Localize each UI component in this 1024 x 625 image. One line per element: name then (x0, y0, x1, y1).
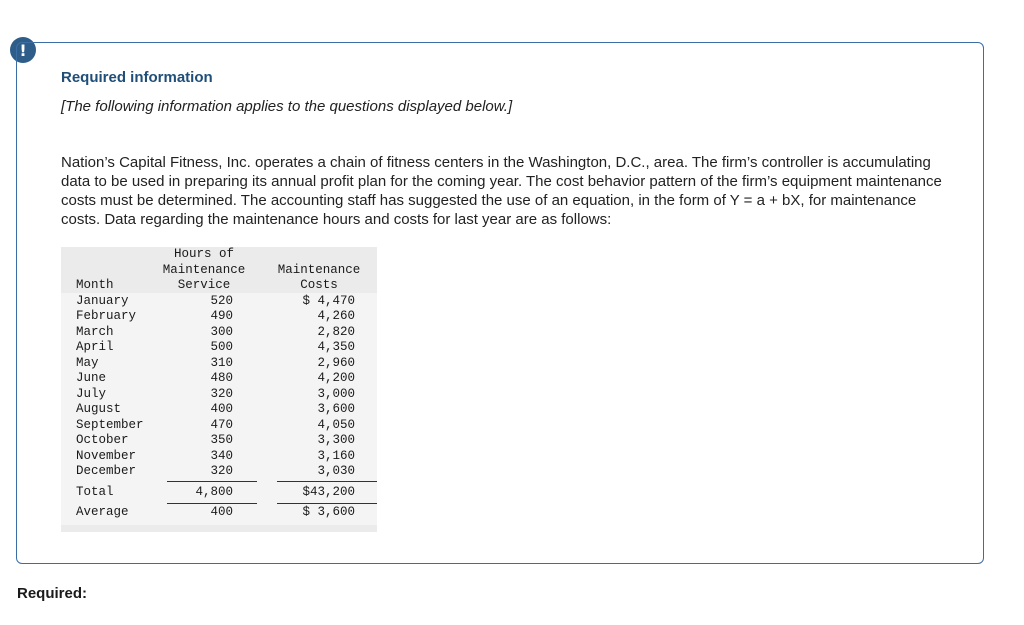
header-hours-line1: Hours of (173, 247, 234, 261)
month-cell: February (76, 309, 137, 323)
total-hours: 4,800 (195, 484, 233, 499)
cost-cell: 3,160 (317, 448, 355, 463)
average-label: Average (76, 505, 129, 519)
month-cell: March (76, 324, 114, 339)
hours-cell: 350 (210, 433, 233, 447)
cost-cell: 4,200 (317, 371, 355, 385)
table-row (61, 293, 355, 310)
cost-cell: 4,350 (317, 340, 355, 354)
exclamation-icon: ! (19, 40, 27, 60)
table-header-row-1 (61, 247, 234, 263)
hours-cell: 490 (210, 309, 233, 323)
hours-cell: 520 (210, 293, 233, 308)
hours-total-underline (167, 503, 257, 504)
panel-subtitle: [The following information applies to the questions displayed below.] (61, 98, 513, 115)
hours-cell: 400 (210, 402, 233, 416)
cost-cell: $ 4,470 (302, 293, 355, 308)
table-header-row-3 (61, 278, 338, 294)
hours-cell: 320 (210, 386, 233, 401)
month-cell: August (76, 402, 122, 416)
cost-cell: 3,030 (317, 464, 355, 478)
table-row (61, 371, 355, 387)
table-row (61, 433, 355, 449)
table-body (61, 293, 355, 480)
month-cell: September (76, 417, 144, 432)
month-cell: December (76, 464, 137, 478)
hours-cell: 340 (210, 448, 233, 463)
hours-cell: 500 (210, 340, 233, 354)
cost-cell: 2,820 (317, 324, 355, 339)
table-row (61, 340, 355, 356)
hours-cell: 320 (210, 464, 233, 478)
total-label: Total (76, 484, 114, 499)
table-header-row-2 (61, 262, 361, 279)
average-cost: $ 3,600 (302, 505, 355, 519)
header-month: Month (76, 278, 114, 292)
table-row (61, 448, 355, 465)
month-cell: October (76, 433, 129, 447)
table-row (61, 417, 355, 434)
header-cost-line2: Costs (300, 278, 338, 292)
table-row (61, 355, 355, 372)
hours-cell: 480 (210, 371, 233, 385)
month-cell: April (76, 340, 114, 354)
month-cell: July (76, 386, 107, 401)
header-cost-line1: Maintenance (277, 262, 361, 277)
cost-cell: 3,300 (317, 433, 355, 447)
month-cell: May (76, 355, 99, 370)
month-cell: November (76, 448, 137, 463)
cost-cell: 3,600 (317, 402, 355, 416)
average-hours: 400 (210, 505, 233, 519)
month-cell: June (76, 371, 107, 385)
cost-total-rule (277, 481, 377, 482)
table-row (61, 309, 355, 325)
cost-cell: 2,960 (317, 355, 355, 370)
cost-cell: 4,050 (317, 417, 355, 432)
hours-cell: 310 (210, 355, 233, 370)
header-hours-line3: Service (177, 278, 231, 292)
table-row (61, 402, 355, 418)
panel-title: Required information (61, 69, 213, 86)
month-cell: January (76, 293, 129, 308)
hours-cell: 300 (210, 324, 233, 339)
maintenance-data-table (61, 247, 377, 532)
table-row (61, 464, 355, 480)
table-total-row (61, 484, 355, 501)
header-hours-line2: Maintenance (162, 262, 246, 277)
cost-cell: 4,260 (317, 309, 355, 323)
required-information-panel (16, 42, 984, 564)
cost-cell: 3,000 (317, 386, 355, 401)
problem-description: Nation’s Capital Fitness, Inc. operates a chain of fitness centers in the Washington, D.C., area. The firm’s controller is accumulating data to be used in preparing its annual profit plan for the coming year. The cost behavior pattern of the firm’s equipment maintenance costs must be determined. The accounting staff has suggested the use of an equation, in the form of Y = a + bX, for maintenance costs. Data regarding the maintenance hours and costs for last year are as follows: (61, 154, 942, 228)
table-row (61, 386, 355, 403)
total-cost: $43,200 (302, 484, 355, 499)
hours-total-rule (167, 481, 257, 482)
hours-cell: 470 (210, 417, 233, 432)
table-average-row (61, 505, 355, 521)
cost-total-underline (277, 503, 377, 504)
table-row (61, 324, 355, 341)
required-heading: Required: (17, 585, 88, 602)
